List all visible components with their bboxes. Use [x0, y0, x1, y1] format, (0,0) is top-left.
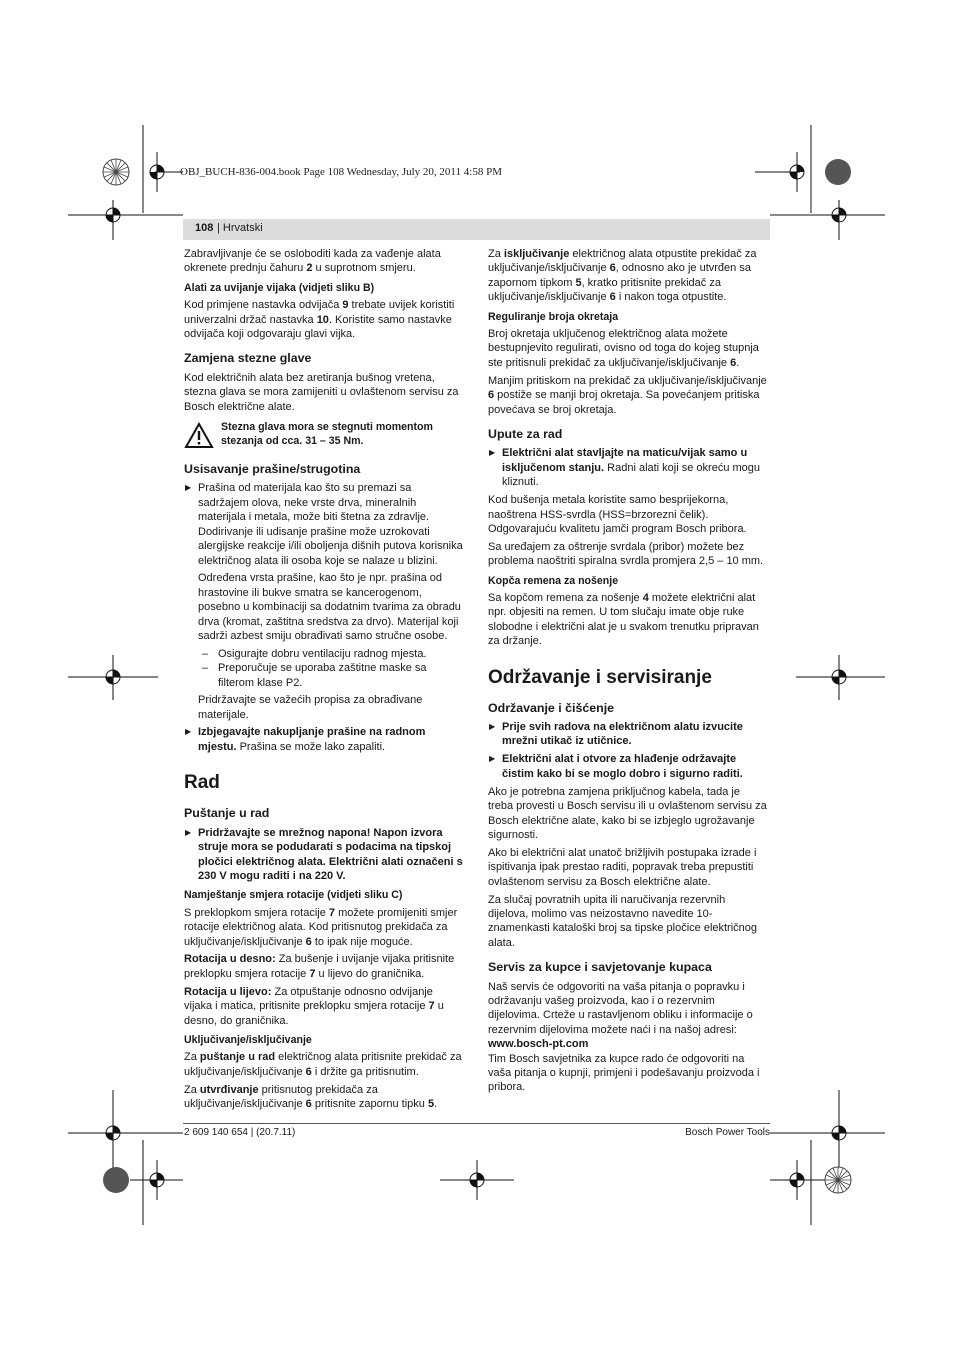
bullet-arrow-icon: ▶ [489, 722, 496, 732]
paragraph: Zabravljivanje će se osloboditi kada za vađenje alata okrenete prednju čahuru 2 u suprotnom smjeru. [184, 248, 441, 275]
paragraph: Za puštanje u rad električnog alata pritisnite prekidač za uključivanje/isključivanje 6 i držite ga pritisnutim. [184, 1051, 462, 1078]
service-url[interactable]: www.bosch-pt.com [488, 1038, 589, 1051]
bullet-arrow-icon: ▶ [185, 727, 192, 737]
subheading-bits: Alati za uvijanje vijaka (vidjeti sliku B) [184, 281, 375, 294]
bullet-arrow-icon: ▶ [489, 754, 496, 764]
paragraph: Pridržavajte se važećih propisa za obrađivane materijale. [198, 694, 423, 721]
paragraph: Rotacija u desno: Za bušenje i uvijanje vijaka pritisnite preklopku smjera rotacije 7 u lijevo do graničnika. [184, 953, 455, 980]
paragraph: Broj okretaja uključenog električnog alata možete bestupnjevito regulirati, ovisno od toga do kojeg stupnja ste pritisnuli prekidač za uključivanje/isključivanje 6. [488, 328, 759, 369]
paragraph: Za isključivanje električnog alata otpustite prekidač za uključivanje/isključivanje 6, odnosno ako je utvrđen sa zapornom tipkom 5, kratko pritisnite prekidač za uključivanje/isključivanje 6 i nakon toga otpustite. [488, 248, 757, 304]
bullet-arrow-icon: ▶ [185, 827, 192, 837]
language-text: Hrvatski [222, 222, 263, 234]
heading-maintenance: Održavanje i servisiranje [488, 666, 712, 688]
bullet-item: ▶ Prašina od materijala kao što su premazi sa sadržajem olova, neke vrste drva, mineralnih materijala i metala, može biti štetna za zdravlje. Dodirivanje ili udisanje prašine može uzrokovati alergijske reakcije i/ili oboljenja dišnih putova korisnika električnog alata ili osoba koje se nalaze u blizini. [185, 482, 463, 567]
paragraph: Sa uređajem za oštrenje svrdala (pribor) možete bez problema naoštriti spiralna svrdla promjera 2,5 – 10 mm. [488, 540, 764, 568]
bullet-arrow-icon: ▶ [185, 483, 192, 493]
heading-dust: Usisavanje prašine/strugotina [184, 462, 361, 477]
paragraph: Kod električnih alata bez aretiranja bušnog vretena, stezna glava se mora zamijeniti u ovlaštenom servisu za Bosch električne alate. [184, 371, 459, 413]
subheading-belt: Kopča remena za nošenje [488, 574, 619, 587]
dash-item: – Preporučuje se uporaba zaštitne maske sa filterom klase P2. [202, 662, 427, 689]
language-label: | Hrvatski [217, 222, 263, 234]
warning-text: Stezna glava mora se stegnuti momentom stezanja od cca. 31 – 35 Nm. [221, 421, 433, 448]
paragraph: Kod bušenja metala koristite samo besprijekorna, naoštrena HSS-svrdla (HSS=brzorezni čelik). Odgovarajuću kvalitetu jamči program Bosch pribora. [488, 494, 747, 535]
page-number: 108 [195, 222, 214, 234]
heading-service: Servis za kupce i savjetovanje kupaca [488, 960, 712, 975]
print-info: OBJ_BUCH-836-004.book Page 108 Wednesday, July 20, 2011 4:58 PM [180, 166, 502, 178]
paragraph: Manjim pritiskom na prekidač za uključivanje/isključivanje 6 postiže se manji broj okretaja. Sa povećanjem pritiska povećava se broj okretaja. [488, 374, 767, 416]
paragraph: S preklopkom smjera rotacije 7 možete promijeniti smjer rotacije električnog alata. Kod pritisnutog prekidača za uključivanje/isključivanje 6 to ipak nije moguće. [184, 906, 458, 948]
bullet-item: ▶ Pridržavajte se mrežnog napona! Napon izvora struje mora se podudarati s podacima na tipskoj pločici električnog alata. Električni alati označeni s 230 V mogu raditi i na 220 V. [185, 826, 463, 882]
paragraph: Kod primjene nastavka odvijača 9 trebate uvijek koristiti univerzalni držač nastavka 10. Koristite samo nastavke odvijača koji odgovaraju glavi vijka. [184, 299, 455, 341]
subheading-direction: Namještanje smjera rotacije (vidjeti sliku C) [184, 889, 403, 902]
bullet-item: ▶ Prije svih radova na električnom alatu izvucite mrežni utikač iz utičnice. [489, 721, 743, 748]
dash-item: – Osigurajte dobru ventilaciju radnog mjesta. [202, 647, 427, 660]
subheading-speed: Reguliranje broja okretaja [488, 310, 619, 323]
paragraph: Naš servis će odgovoriti na vaša pitanja o popravku i održavanju vašeg proizvoda, kao i o rezervnim dijelovima. Crteže u rastavljenom obliku i informacije o rezervnim dijelovima možete naći i na našoj adresi: [488, 980, 753, 1036]
heading-rad: Rad [184, 772, 220, 794]
heading-tips: Upute za rad [488, 426, 563, 441]
footer-brand: Bosch Power Tools [685, 1127, 770, 1138]
paragraph: Za slučaj povratnih upita ili naručivanja rezervnih dijelova, molimo vas neizostavno navedite 10-znamenkasti kataloški broj sa tipske pločice električnog alata. [488, 893, 758, 949]
paragraph: Rotacija u lijevo: Za otpuštanje odnosno odvijanje vijaka i matica, pritisnite preklopku smjera rotacije 7 u desno, do graničnika. [184, 985, 444, 1027]
paragraph: Ako bi električni alat unatoč brižljivih postupaka izrade i ispitivanja ipak prestao raditi, popravak treba prepustiti ovlaštenom servisu za Bosch električne alate. [488, 846, 757, 888]
bullet-item: ▶ Izbjegavajte nakupljanje prašine na radnom mjestu. Prašina se može lako zapaliti. [185, 726, 426, 753]
heading-start: Puštanje u rad [184, 806, 270, 821]
paragraph: Za utvrđivanje pritisnutog prekidača za uključivanje/isključivanje 6 pritisnite zapornu tipku 5. [184, 1083, 438, 1111]
paragraph: Tim Bosch savjetnika za kupce rado će odgovoriti na vaša pitanja o kupnji, primjeni i podešavanju proizvoda i pribora. [488, 1052, 760, 1094]
bullet-item: ▶ Električni alat i otvore za hlađenje održavajte čistim kako bi se moglo dobro i sigurno raditi. [489, 753, 743, 780]
paragraph: Određena vrsta prašine, kao što je npr. prašina od hrastovine ili bukve smatra se kancerogenom, posebno u kombinaciji sa dodatnim tvarima za obradu drva (kromat, zaštitna sredstva za drvo). Materijal koji sadrži azbest smiju obrađivati samo stručne osobe. [198, 572, 461, 643]
bullet-item: ▶ Električni alat stavljajte na maticu/vijak samo u isključenom stanju. Radni alati koji se okreću mogu kliznuti. [489, 447, 761, 489]
footer-document-number: 2 609 140 654 | (20.7.11) [184, 1127, 296, 1138]
paragraph: Ako je potrebna zamjena priključnog kabela, tada je treba provesti u Bosch servisu ili u ovlaštenom servisu za Bosch električne alate, kako bi se izbjeglo ugrožavanje sigurnosti. [488, 785, 767, 841]
paragraph: Sa kopčom remena za nošenje 4 možete električni alat npr. objesiti na remen. U tom slučaju imate obje ruke slobodne i električni alat je u svakom trenutku pripravan za držanje. [488, 592, 759, 648]
bullet-arrow-icon: ▶ [489, 448, 496, 458]
subheading-onoff: Uključivanje/isključivanje [184, 1033, 312, 1046]
heading-chuck: Zamjena stezne glave [184, 351, 312, 366]
heading-cleaning: Održavanje i čišćenje [488, 700, 615, 715]
